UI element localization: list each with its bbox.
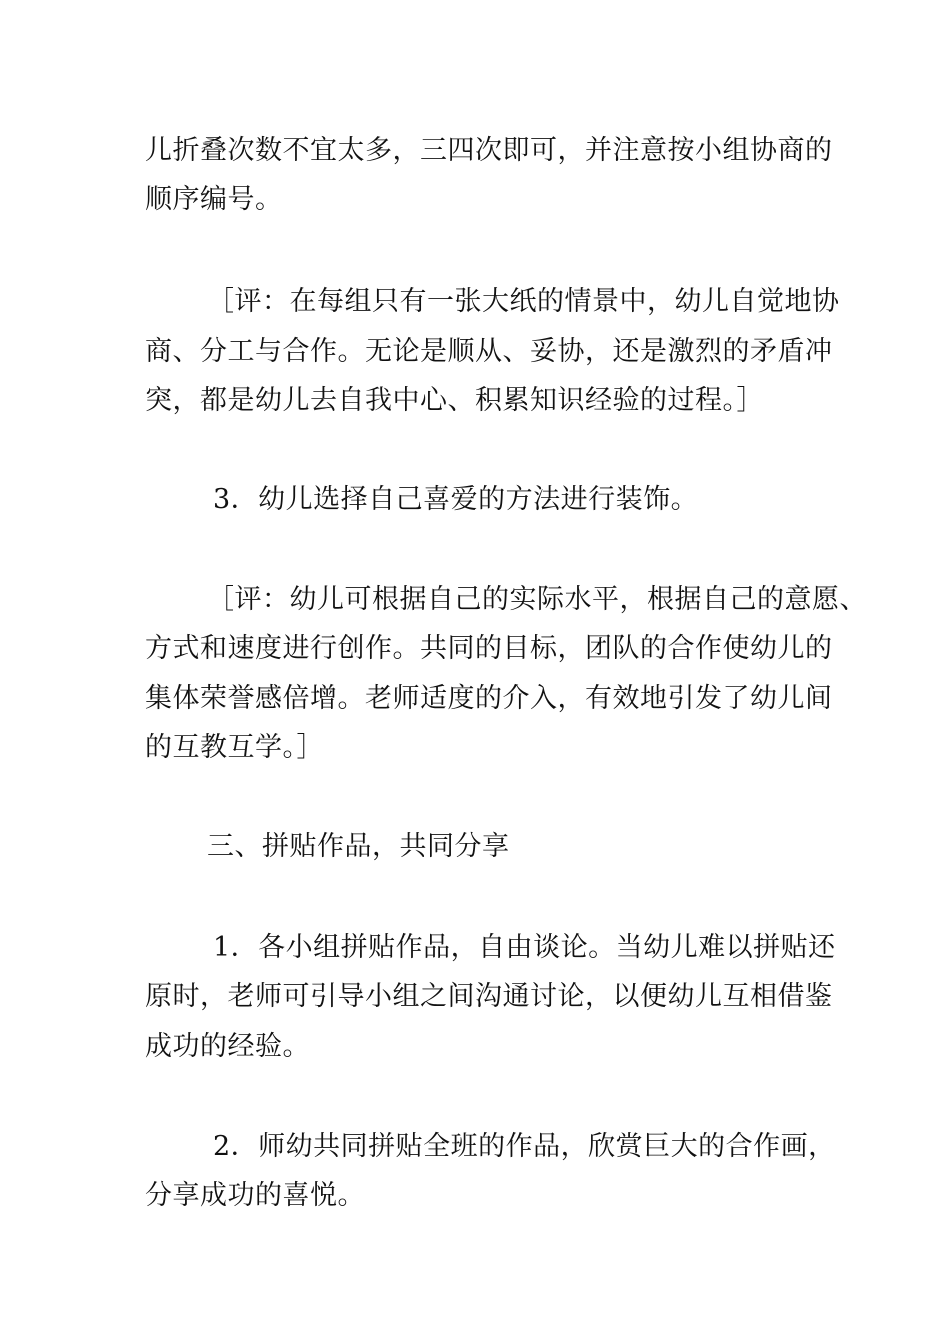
paragraph-line: 1．各小组拼贴作品，自由谈论。当幼儿难以拼贴还	[213, 932, 836, 963]
paragraph-line: 3．幼儿选择自己喜爱的方法进行装饰。	[213, 484, 699, 515]
paragraph-line: 集体荣誉感倍增。老师适度的介入，有效地引发了幼儿间	[145, 683, 833, 714]
paragraph-line: ［评：幼儿可根据自己的实际水平，根据自己的意愿、	[207, 584, 867, 615]
paragraph-line: 三、拼贴作品，共同分享	[207, 831, 510, 862]
paragraph-line: ［评：在每组只有一张大纸的情景中，幼儿自觉地协	[207, 286, 840, 317]
paragraph-line: 的互教互学。］	[145, 732, 324, 763]
paragraph-line: 商、分工与合作。无论是顺从、妥协，还是激烈的矛盾冲	[145, 336, 833, 367]
paragraph-line: 顺序编号。	[145, 184, 283, 215]
paragraph-line: 分享成功的喜悦。	[145, 1180, 365, 1211]
paragraph-line: 2．师幼共同拼贴全班的作品，欣赏巨大的合作画，	[213, 1131, 836, 1162]
paragraph-line: 成功的经验。	[145, 1031, 310, 1062]
paragraph-line: 儿折叠次数不宜太多，三四次即可，并注意按小组协商的	[145, 135, 833, 166]
paragraph-line: 原时，老师可引导小组之间沟通讨论，以便幼儿互相借鉴	[145, 981, 833, 1012]
paragraph-line: 突，都是幼儿去自我中心、积累知识经验的过程。］	[145, 385, 764, 416]
paragraph-line: 方式和速度进行创作。共同的目标，团队的合作使幼儿的	[145, 633, 833, 664]
